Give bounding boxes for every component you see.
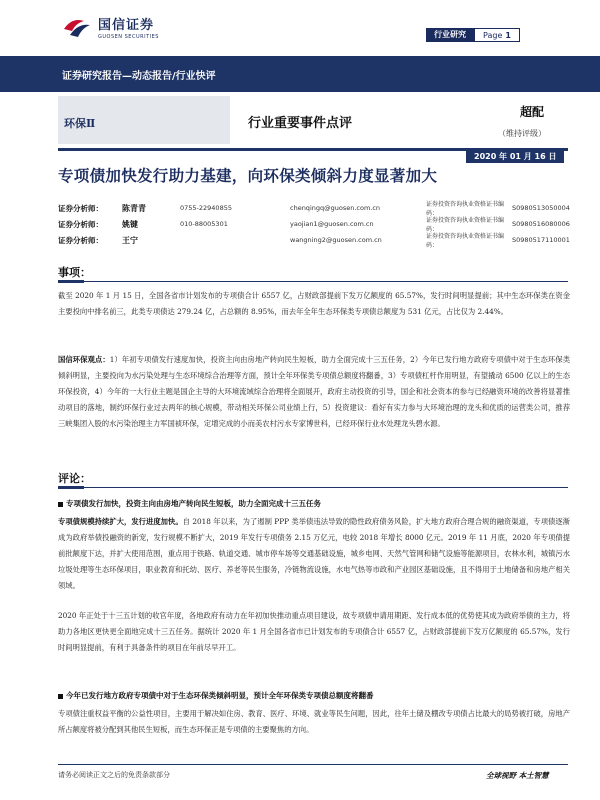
bullet-text: 今年已发行地方政府专项债中对于生态环保类倾斜明显，预计全年环保类专项债总额度将翻番: [66, 691, 374, 700]
analyst-cert-label: 证券投资咨询执业资格证书编码：: [426, 233, 505, 249]
events-divider: [58, 281, 568, 282]
analyst-name: 王宁: [122, 234, 138, 245]
page-header: [0, 0, 600, 56]
page-number: 1: [505, 31, 511, 40]
analyst-phone: 0755-22940855: [180, 204, 232, 212]
events-heading: 事项：: [58, 266, 91, 279]
analyst-role: 证券分析师：: [58, 235, 103, 245]
report-type: 行业重要事件点评: [248, 116, 353, 131]
analyst-email[interactable]: yaojian1@guosen.com.cn: [290, 220, 374, 228]
analyst-role: 证券分析师：: [58, 203, 103, 213]
sector-name: 环保Ⅱ: [64, 117, 96, 130]
rating: 超配: [520, 105, 545, 119]
company-logo: [62, 14, 159, 40]
analyst-role: 证券分析师：: [58, 219, 103, 229]
footer-divider: [58, 764, 568, 765]
logo-name-cn: 国信证券: [98, 18, 155, 33]
report-tag: [426, 28, 520, 42]
industry-research-tag: 行业研究: [426, 28, 474, 42]
bullet-heading-2: [58, 690, 570, 701]
bullet-text: 专项债发行加快，投资主向由房地产转向民生短板，助力全面完成十三五任务: [66, 499, 321, 508]
report-category-band: [0, 56, 600, 92]
report-date: 2020 年 01 月 16 日: [466, 150, 564, 163]
events-divider-accent: [58, 280, 84, 283]
paragraph-lead: 专项债规模持续扩大，发行进度加快。: [58, 517, 183, 526]
analyst-name: 陈青青: [122, 202, 146, 213]
analyst-email[interactable]: wangning2@guosen.com.cn: [290, 236, 382, 244]
page-label: Page: [483, 31, 503, 40]
analyst-row: [58, 232, 578, 248]
comment-divider-accent: [58, 486, 84, 489]
analyst-phone: 010-88005301: [180, 220, 228, 228]
paragraph-body: 自 2018 年以来，为了遏制 PPP 类举债违法导致的隐性政府债务风险，扩大地方政府合理合规的融资渠道，专项债逐渐成为政府举债投融资的新宠，发行规模不断扩大，2019 年发行专项债务 2.15 万亿元，电较 2018 年增长 8000 亿元。2019 年 11 月底，2020 年专项债提前批额度下达，并扩大使用范围，重点用于铁路、轨道交通、城市停车场等交通基础设施，城乡电网、天然气管网和储气设施等能源项目，农林水利，城镇污水垃圾处理等生态环保项目，职业教育和托幼、医疗、养老等民生服务，冷链物流设施，水电气热等市政和产业园区基础设施，且不得用于土地储备和房地产相关领域。: [58, 517, 571, 590]
analyst-list: [58, 200, 578, 248]
bullet-square-icon: [58, 694, 63, 699]
footer-slogan: 全球视野 本土智慧: [486, 771, 549, 780]
analyst-email[interactable]: chenqingq@guosen.com.cn: [290, 204, 381, 212]
analyst-cert: S0980517110001: [512, 236, 570, 244]
page-indicator: [474, 28, 520, 42]
analyst-cert: S0980516080006: [512, 220, 570, 228]
paragraph-1: [58, 514, 570, 594]
view-label: 国信环保观点：: [58, 355, 110, 364]
analyst-row: [58, 216, 578, 232]
logo-mark-icon: [62, 15, 92, 39]
paragraph-2: 2020 年正处于十三五计划的收官年度，各地政府有动力在年初加快推动重点项目建设，故专项债申请用期距、发行成本低的优势使其成为政府举债的主力，将助力各地区更快更全面地完成十三五任务。据统计 2020 年 1 月全国各省市已计划发布的专项债合计 6557 亿，占财政部提前下发万亿额度的 65.57%，发行时间明显提前，有利于具备条件的项目在年前尽早开工。: [58, 611, 570, 652]
bullet-heading-1: [58, 498, 570, 509]
analyst-cert-label: 证券投资咨询执业资格证书编码：: [426, 217, 505, 233]
view-body: 1）年初专项债发行速度加快，投资主向由房地产转向民生短板，助力全面完成十三五任务，2）今年已发行地方政府专项债中对于生态环保类倾斜明显，主要投向为水污染处理与生态环境综合治理等方面，预计全年环保类专项债总额度将翻番，3）专项债杠杆作用明显，有望撬动 6500 亿以上的生态环保投资，4）今年的一大行业主题是国企主导的大环境流域综合治理将全面展开，政府主动投资的引导，国企和社会资本的参与已经融资环境的改善将显著推动项目的落地，制约环保行业过去两年的核心规模，带动相关环保公司业绩上行，5）投资建议：看好有实力参与大环境治理的龙头和优质的运营类公司，推荐三峡集团入股的水污染治理主力军国祯环保，定增完成的小而美农村污水专家博世科，已经环保行业水处理龙头碧水源。: [58, 355, 571, 428]
comment-heading: 评论：: [58, 472, 91, 485]
events-paragraph: 截至 2020 年 1 月 15 日，全国各省市计划发布的专项债合计 6557 亿，占财政部提前下发万亿额度的 65.57%，发行时间明显提前；其中生态环保类在资金主要投向中排名前三，此类专项债达 279.24 亿，占总额的 8.95%，而去年全年生态环保类专项债总额度为 531 亿元，占比仅为 2.44%。: [58, 291, 570, 316]
analyst-cert-label: 证券投资咨询执业资格证书编码：: [426, 201, 505, 217]
comment-divider: [58, 487, 568, 488]
paragraph-3: 专项债注重权益平衡的公益性项目，主要用于解决如住房、教育、医疗、环境、就业等民生问题，因此，往年土储及棚改专项债占比最大的局势被打破，房地产所占额度将被分配到其他民生短板，而生态环保正是专项债的主要聚焦的方向。: [58, 709, 570, 734]
logo-name-en: GUOSEN SECURITIES: [98, 34, 159, 40]
bullet-square-icon: [58, 502, 63, 507]
analyst-cert: S0980513050004: [512, 204, 570, 212]
page-title: 专项债加快发行助力基建，向环保类倾斜力度显著加大: [58, 166, 438, 185]
analyst-name: 姚键: [122, 218, 138, 229]
view-paragraph: [58, 352, 570, 432]
analyst-row: [58, 200, 578, 216]
footer-disclaimer: 请务必阅读正文之后的免责条款部分: [58, 771, 170, 779]
report-category: 证券研究报告—动态报告/行业快评: [62, 71, 216, 82]
rating-note: （维持评级）: [498, 129, 546, 138]
